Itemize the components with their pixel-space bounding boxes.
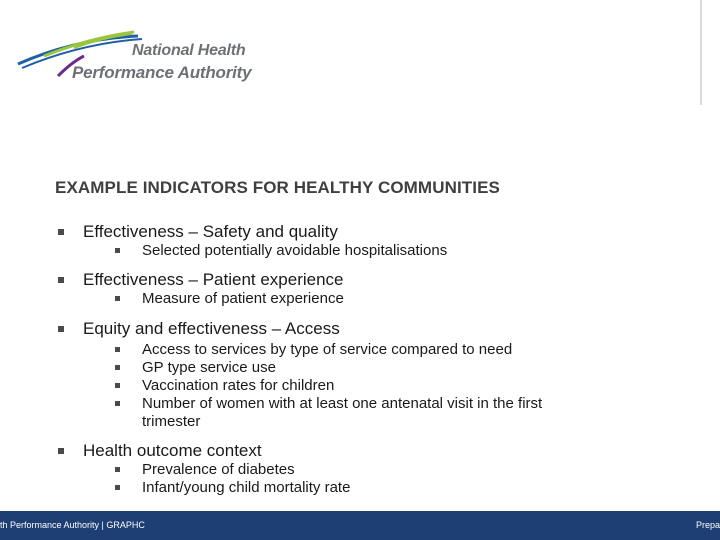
nhpa-logo	[14, 26, 254, 86]
list-item	[56, 395, 686, 431]
footer-right-text: Prepa	[695, 520, 720, 530]
indicator-section	[56, 270, 686, 308]
logo-text-line1: National Health	[132, 42, 246, 59]
indicator-section	[56, 319, 686, 431]
square-bullet-icon	[115, 401, 120, 406]
sub-list	[56, 341, 686, 431]
section-heading	[56, 222, 686, 242]
footer-bar	[0, 511, 720, 540]
logo-text-line2: Performance Authority	[72, 63, 252, 82]
section-heading-text: Equity and effectiveness – Access	[83, 319, 340, 338]
square-bullet-icon	[58, 277, 64, 283]
square-bullet-icon	[115, 467, 120, 472]
square-bullet-icon	[115, 248, 120, 253]
list-item-text: Selected potentially avoidable hospitalisations	[142, 242, 448, 259]
list-item-text: Number of women with at least one antenatal visit in the first trimester	[142, 395, 543, 430]
footer-left-text: th Performance Authority | GRAPHC	[0, 520, 145, 530]
square-bullet-icon	[58, 326, 64, 332]
sub-list	[56, 461, 686, 497]
section-heading-text: Health outcome context	[83, 441, 262, 460]
list-item-text: Infant/young child mortality rate	[142, 479, 351, 496]
section-heading	[56, 270, 686, 290]
list-item	[56, 377, 686, 395]
sub-list	[56, 290, 686, 308]
section-heading-text: Effectiveness – Patient experience	[83, 270, 344, 289]
section-heading	[56, 319, 686, 339]
square-bullet-icon	[58, 448, 64, 454]
list-item	[56, 461, 686, 479]
indicator-section	[56, 441, 686, 497]
slide-title: EXAMPLE INDICATORS FOR HEALTHY COMMUNITIES	[55, 178, 500, 197]
sub-list	[56, 242, 686, 260]
list-item	[56, 479, 686, 497]
square-bullet-icon	[58, 229, 64, 235]
indicator-section	[56, 222, 686, 260]
list-item-text: Access to services by type of service compared to need	[142, 341, 513, 358]
section-heading-text: Effectiveness – Safety and quality	[83, 222, 338, 241]
list-item	[56, 290, 686, 308]
list-item	[56, 341, 686, 359]
section-heading	[56, 441, 686, 461]
list-item	[56, 242, 686, 260]
header-divider	[700, 0, 702, 105]
list-item	[56, 359, 686, 377]
square-bullet-icon	[115, 347, 120, 352]
list-item-text: Measure of patient experience	[142, 290, 344, 307]
indicator-list	[56, 222, 686, 497]
square-bullet-icon	[115, 383, 120, 388]
list-item-text: Vaccination rates for children	[142, 377, 335, 394]
square-bullet-icon	[115, 296, 120, 301]
square-bullet-icon	[115, 365, 120, 370]
list-item-text: GP type service use	[142, 359, 276, 376]
square-bullet-icon	[115, 485, 120, 490]
list-item-text: Prevalence of diabetes	[142, 461, 295, 478]
